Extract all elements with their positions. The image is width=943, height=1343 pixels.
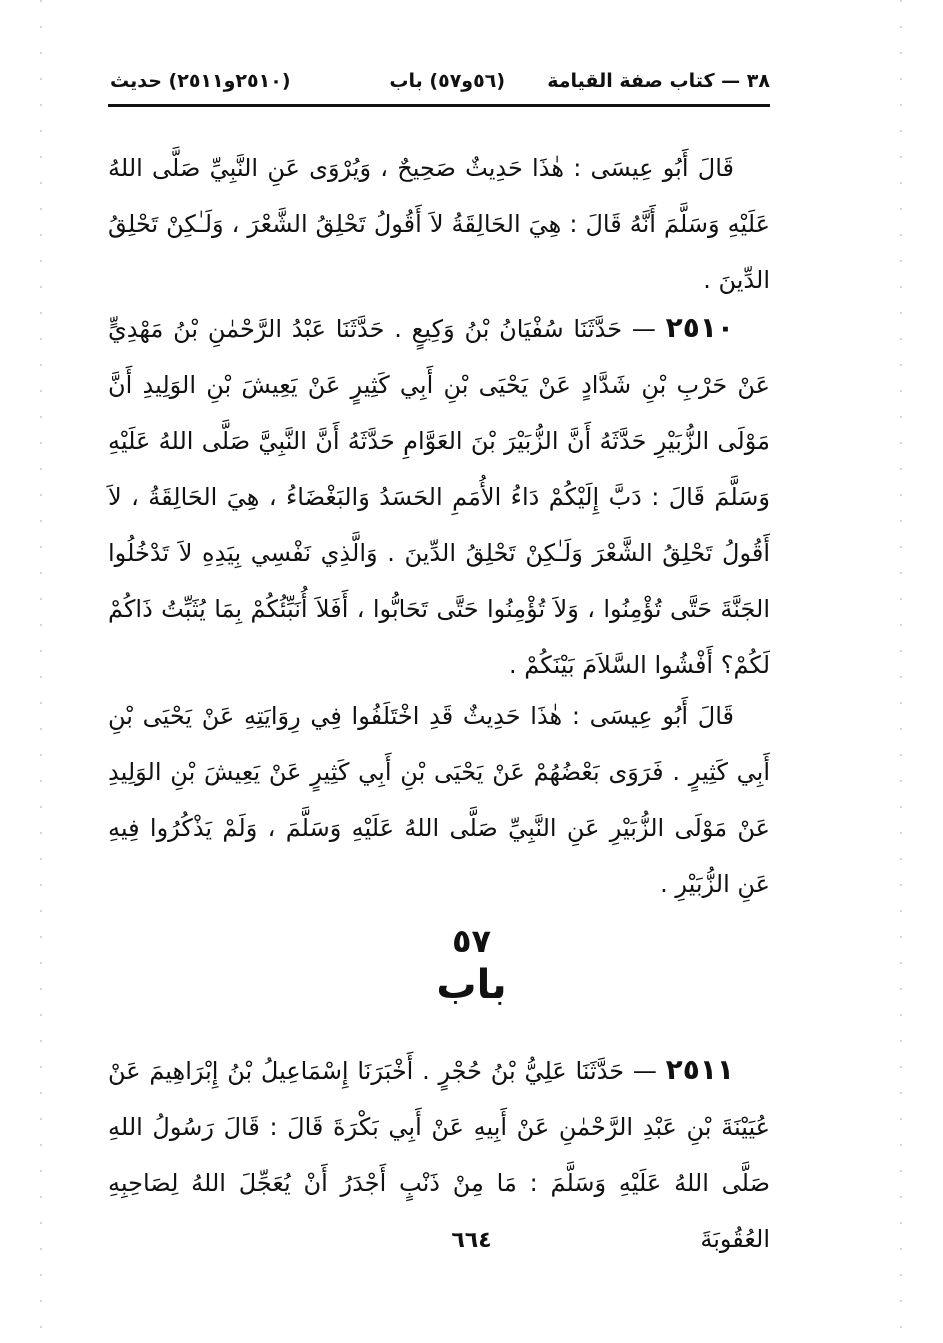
- paragraph-text: — حَدَّثَنَا عَلِيُّ بْنُ حُجْرٍ . أَخْبَرَنَا إِسْمَاعِيلُ بْنُ إِبْرَاهِيمَ عَنْ عُيَيْنَةَ بْنِ عَبْدِ الرَّحْمٰنِ عَنْ أَبِيهِ عَنْ أَبِي بَكْرَةَ قَالَ : قَالَ رَسُولُ اللهِ صَلَّى اللهُ عَلَيْهِ وَسَلَّمَ : مَا مِنْ ذَنْبٍ أَجْدَرُ أَنْ يُعَجِّلَ اللهُ لِصَاحِبِهِ العُقُوبَةَ: [108, 1057, 770, 1253]
- scan-artifact-left: [40, 0, 42, 1343]
- paragraph-commentary-2: [108, 688, 770, 912]
- header-chapter-ref: (٥٦و٥٧) باب: [389, 70, 505, 92]
- paragraph-commentary-1: [108, 140, 770, 308]
- hadith-number: ٢٥١٠: [665, 311, 734, 344]
- paragraph-text: قَالَ أَبُو عِيسَى : هٰذَا حَدِيثٌ صَحِيحٌ ، وَيُرْوَى عَنِ النَّبِيِّ صَلَّى اللهُ عَلَيْهِ وَسَلَّمَ أَنَّهُ قَالَ : هِيَ الحَالِقَةُ لاَ أَقُولُ تَحْلِقُ الشَّعْرَ ، وَلَـٰكِنْ تَحْلِقُ الدِّينَ .: [108, 154, 770, 294]
- hadith-number: ٢٥١١: [665, 1053, 734, 1086]
- chapter-title: باب: [436, 962, 507, 1008]
- paragraph-hadith-2510: [108, 300, 770, 693]
- paragraph-text: قَالَ أَبُو عِيسَى : هٰذَا حَدِيثٌ قَدِ اخْتَلَفُوا فِي رِوَايَتِهِ عَنْ يَحْيَى بْنِ أَبِي كَثِيرٍ . فَرَوَى بَعْضُهُمْ عَنْ يَحْيَى بْنِ أَبِي كَثِيرٍ عَنْ يَعِيشَ بْنِ الوَلِيدِ عَنْ مَوْلَى الزُّبَيْرِ عَنِ النَّبِيِّ صَلَّى اللهُ عَلَيْهِ وَسَلَّمَ ، وَلَمْ يَذْكُرُوا فِيهِ عَنِ الزُّبَيْرِ .: [108, 702, 770, 898]
- scan-artifact-right: [900, 0, 902, 1343]
- running-header: [110, 62, 770, 102]
- header-hadith-ref: (٢٥١٠و٢٥١١) حديث: [110, 70, 291, 92]
- chapter-number: ٥٧: [451, 922, 492, 960]
- header-book-title: ٣٨ — كتاب صفة القيامة: [547, 70, 770, 92]
- paragraph-text: — حَدَّثَنَا سُفْيَانُ بْنُ وَكِيعٍ . حَدَّثَنَا عَبْدُ الرَّحْمٰنِ بْنُ مَهْدِيٍّ عَنْ حَرْبِ بْنِ شَدَّادٍ عَنْ يَحْيَى بْنِ أَبِي كَثِيرٍ عَنْ يَعِيشَ بْنِ الوَلِيدِ أَنَّ مَوْلَى الزُّبَيْرِ حَدَّثَهُ أَنَّ الزُّبَيْرَ بْنَ العَوَّامِ حَدَّثَهُ أَنَّ النَّبِيَّ صَلَّى اللهُ عَلَيْهِ وَسَلَّمَ قَالَ : دَبَّ إِلَيْكُمْ دَاءُ الأُمَمِ الحَسَدُ وَالبَغْضَاءُ ، هِيَ الحَالِقَةُ ، لاَ أَقُولُ تَحْلِقُ الشَّعْرَ وَلَـٰكِنْ تَحْلِقُ الدِّينَ . وَالَّذِي نَفْسِي بِيَدِهِ لاَ تَدْخُلُوا الجَنَّةَ حَتَّى تُؤْمِنُوا ، وَلاَ تُؤْمِنُوا حَتَّى تَحَابُّوا ، أَفَلاَ أُنَبِّئُكُمْ بِمَا يُثَبِّتُ ذَاكُمْ لَكُمْ؟ أَفْشُوا السَّلاَمَ بَيْنَكُمْ .: [108, 315, 770, 679]
- header-rule: [108, 104, 770, 107]
- page-number: ٦٦٤: [451, 1228, 492, 1253]
